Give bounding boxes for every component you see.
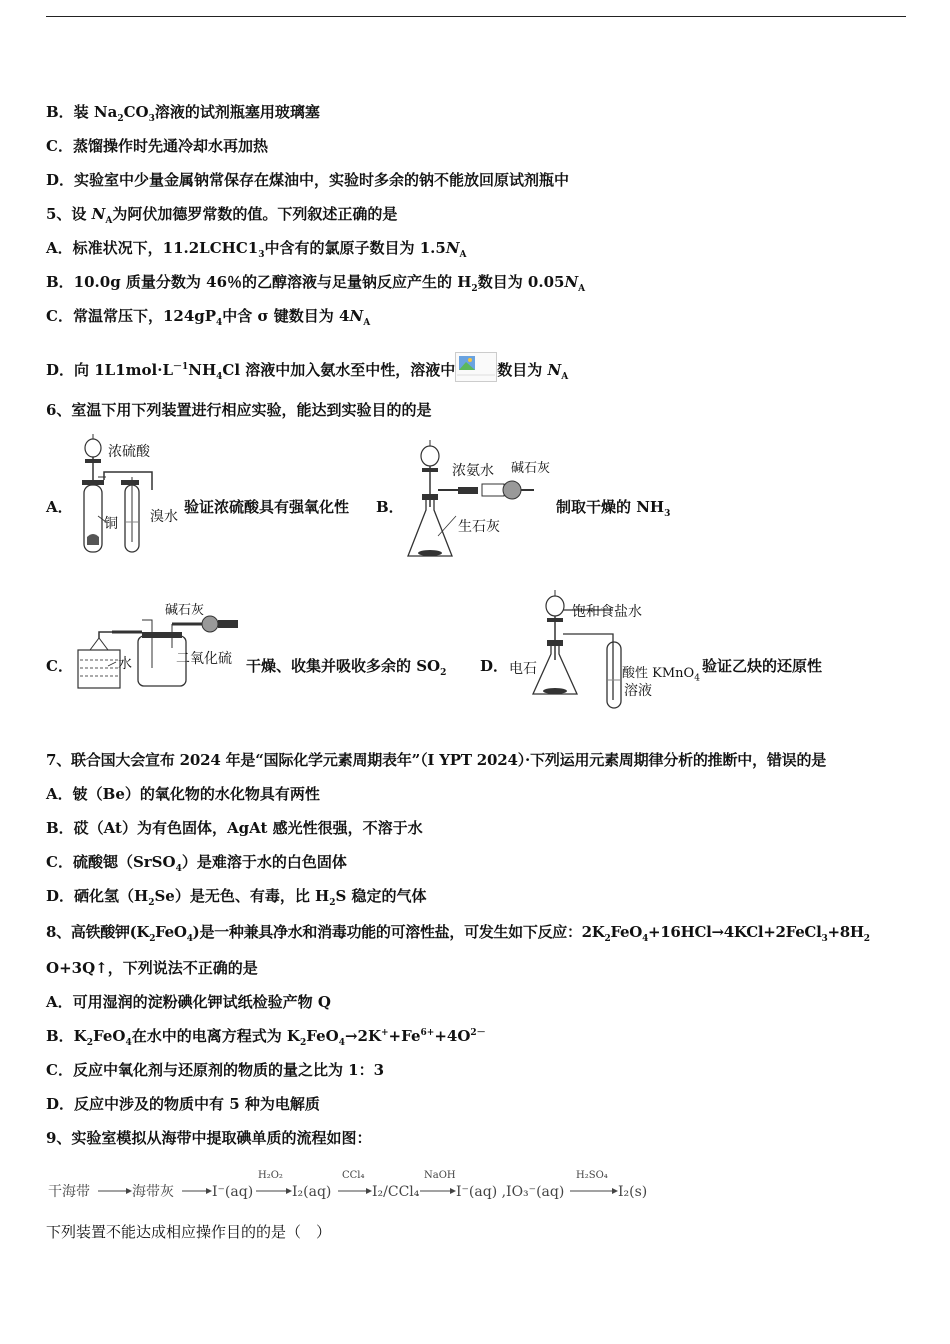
iodine-extraction-flowchart bbox=[46, 1164, 666, 1206]
q8-option-d: D．反应中涉及的物质中有 5 种为电解质 bbox=[46, 1095, 320, 1113]
label-acidic-kmno4: 酸性 KMnO$_4$ bbox=[622, 666, 700, 684]
flow-reagent-h2so4: H₂SO₄ bbox=[576, 1170, 608, 1181]
label-copper: 铜 bbox=[104, 516, 118, 532]
flow-node-kelp-ash: 海带灰 bbox=[132, 1184, 174, 1200]
q6-option-a-letter: A． bbox=[46, 498, 73, 516]
label-sulfur-dioxide: 二氧化硫 bbox=[176, 651, 232, 667]
flow-node-iodine-aq: I₂(aq) bbox=[292, 1184, 332, 1200]
q9-question: 下列装置不能达成相应操作目的的是（ ） bbox=[46, 1223, 332, 1241]
q8-option-b: B．$K_2FeO_4$在水中的电离方程式为 $K_2FeO_4\to 2K^++Fe^{6+}+4O^{2-}$ bbox=[46, 1027, 486, 1048]
label-saturated-brine: 饱和食盐水 bbox=[572, 604, 642, 620]
q8-option-c: C．反应中氧化剂与还原剂的物质的量之比为 1：3 bbox=[46, 1061, 385, 1079]
label-conc-sulfuric-acid: 浓硫酸 bbox=[108, 444, 150, 460]
label-water: 水 bbox=[118, 656, 132, 672]
broken-image-icon bbox=[455, 352, 497, 382]
label-conc-ammonia: 浓氨水 bbox=[452, 463, 494, 479]
q4-option-d: D．实验室中少量金属钠常保存在煤油中，实验时多余的钠不能放回原试剂瓶中 bbox=[46, 171, 570, 189]
q7-option-d: D．硒化氢$(H_2Se)$是无色、有毒，比 $H_2S$ 稳定的气体 bbox=[46, 887, 427, 908]
q5-option-c: C．常温常压下，$124gP_4$中含 σ 键数目为 $4N_A$ bbox=[46, 307, 371, 328]
q6-option-a-desc: 验证浓硫酸具有强氧化性 bbox=[184, 498, 350, 516]
q6-option-b-letter: B． bbox=[376, 498, 404, 516]
q6-option-d-letter: D． bbox=[480, 657, 509, 675]
q8-option-a: A．可用湿润的淀粉碘化钾试纸检验产物 Q bbox=[46, 993, 331, 1011]
q5-stem: 5、设 $N_A$为阿伏加德罗常数的值。下列叙述正确的是 bbox=[46, 205, 398, 226]
header-rule bbox=[46, 16, 906, 17]
flow-reagent-h2o2: H₂O₂ bbox=[258, 1170, 283, 1181]
flow-node-iodine-solid: I₂(s) bbox=[618, 1184, 648, 1200]
label-quicklime: 生石灰 bbox=[458, 519, 500, 535]
q9-stem: 9、实验室模拟从海带中提取碘单质的流程如图： bbox=[46, 1129, 372, 1147]
q6-stem: 6、室温下用下列装置进行相应实验，能达到实验目的的是 bbox=[46, 401, 432, 419]
q6-option-c-desc: 干燥、收集并吸收多余的 $SO_2$ bbox=[246, 657, 447, 678]
q5-option-a: A．标准状况下，$11.2LCHC1_3$中含有的氯原子数目为 $1.5N_A$ bbox=[46, 239, 467, 260]
label-solution: 溶液 bbox=[624, 683, 652, 699]
q7-option-b: B．砹（At）为有色固体，AgAt 感光性很强，不溶于水 bbox=[46, 819, 423, 837]
q8-stem-line2: O+3Q↑，下列说法不正确的是 bbox=[46, 959, 258, 977]
q6-option-c-letter: C． bbox=[46, 657, 73, 675]
q6-option-d-desc: 验证乙炔的还原性 bbox=[702, 657, 823, 675]
flow-node-iodine-ccl4: I₂/CCl₄ bbox=[372, 1184, 420, 1200]
q4-option-c: C．蒸馏操作时先通冷却水再加热 bbox=[46, 137, 268, 155]
q7-option-c: C．硫酸锶（SrSO$_4$）是难溶于水的白色固体 bbox=[46, 853, 347, 874]
q6-option-b-desc: 制取干燥的 $NH_3$ bbox=[556, 498, 671, 519]
label-soda-lime: 碱石灰 bbox=[511, 461, 551, 476]
q7-option-a: A．铍（Be）的氧化物的水化物具有两性 bbox=[46, 785, 320, 803]
q7-stem: 7、联合国大会宣布 2024 年是“国际化学元素周期表年”（I YPT 2024）·下列运用元素周期律分析的推断中，错误的是 bbox=[46, 751, 827, 769]
label-bromine-water: 溴水 bbox=[150, 509, 178, 525]
q5-option-b: B．10.0g 质量分数为 46％的乙醇溶液与足量钠反应产生的 $H_2$数目为 $0.05N_A$ bbox=[46, 273, 586, 294]
q8-stem-line1: 8、高铁酸钾$(K_2FeO_4)$是一种兼具净水和消毒功能的可溶性盐，可发生如下反应：$2K_2FeO_4+16HCl\to 4KCl+2FeCl_3+8H_2$ bbox=[46, 923, 870, 944]
flow-reagent-naoh: NaOH bbox=[424, 1170, 456, 1181]
flow-node-dried-kelp: 干海带 bbox=[48, 1184, 90, 1200]
label-soda-lime-c: 碱石灰 bbox=[165, 603, 205, 618]
apparatus-c-diagram bbox=[72, 598, 252, 693]
q4-option-b: B．装 $Na_2CO_3$溶液的试剂瓶塞用玻璃塞 bbox=[46, 103, 320, 124]
label-calcium-carbide: 电石 bbox=[509, 661, 537, 677]
flow-node-iodide: I⁻(aq) bbox=[212, 1184, 254, 1200]
flow-node-iodide-iodate: I⁻(aq) ,IO₃⁻(aq) bbox=[456, 1184, 565, 1200]
q5-option-d: D．向 $1L1mol\cdot L^{-1}NH_4Cl$ 溶液中加入氨水至中性，溶液中 数目为 $N_A$ bbox=[46, 352, 568, 382]
flow-reagent-ccl4: CCl₄ bbox=[342, 1170, 365, 1181]
apparatus-b-diagram bbox=[400, 432, 550, 562]
